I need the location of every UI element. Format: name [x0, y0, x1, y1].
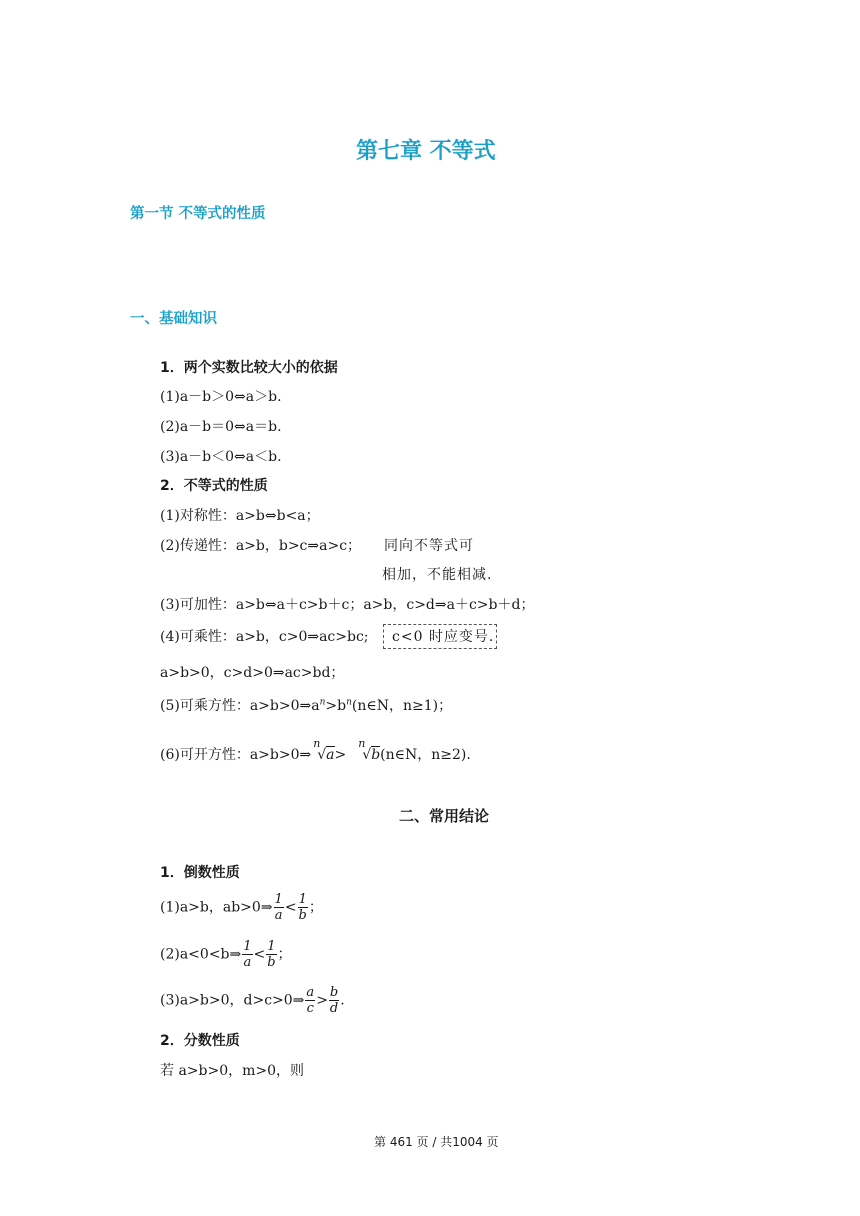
- numerator: b: [329, 985, 339, 1000]
- reciprocal-item-2: [160, 940, 292, 969]
- property-power: [160, 695, 452, 715]
- reciprocal-item-2-prefix: (2)a<0<b⇒: [160, 946, 242, 963]
- fraction-property-heading: 2．分数性质: [160, 1033, 240, 1049]
- denominator: a: [274, 908, 283, 923]
- radical-2: [358, 737, 381, 763]
- radical-sign-icon: √: [362, 747, 372, 763]
- note-transitivity-line1: 同向不等式可: [384, 538, 474, 554]
- fraction: [266, 940, 276, 969]
- power-suffix: (n∈N，n≥1)；: [351, 698, 453, 714]
- root-suffix: (n∈N，n≥2).: [380, 747, 471, 763]
- chapter-title: 第七章 不等式: [356, 139, 496, 164]
- property-symmetry: (1)对称性：a>b⇔b<a；: [160, 508, 320, 524]
- part1-heading: 一、基础知识: [130, 311, 217, 327]
- root-index-1: n: [313, 737, 321, 750]
- denominator: a: [243, 955, 252, 970]
- fraction: [242, 940, 252, 969]
- radical-1: [313, 737, 335, 763]
- radical-sign-icon: √: [317, 747, 327, 763]
- part2-heading: 二、常用结论: [399, 807, 490, 825]
- denominator: b: [267, 955, 276, 970]
- fraction-property-text: 若 a>b>0，m>0，则: [160, 1063, 305, 1079]
- power-exponent-1: n: [319, 697, 326, 708]
- relation: >: [316, 992, 328, 1009]
- power-prefix: (5)可乘方性：a>b>0⇒a: [160, 698, 320, 714]
- property-additivity: (3)可加性：a>b⇔a＋c>b＋c；a>b，c>d⇒a＋c>b＋d；: [160, 597, 535, 613]
- sub2-heading: 2．不等式的性质: [160, 478, 268, 494]
- reciprocal-item-1-prefix: (1)a>b，ab>0⇒: [160, 899, 273, 916]
- reciprocal-item-1: [160, 893, 323, 922]
- power-mid: >b: [325, 698, 347, 714]
- suffix: ；: [277, 946, 292, 963]
- radicand-1: a: [326, 747, 335, 763]
- fraction: [274, 893, 284, 922]
- power-exponent-2: n: [346, 697, 352, 708]
- root-mid: >: [334, 747, 347, 763]
- suffix: .: [340, 992, 345, 1009]
- sub1-heading: 1．两个实数比较大小的依据: [160, 360, 338, 376]
- reciprocal-heading: 1．倒数性质: [160, 865, 240, 881]
- root-prefix: (6)可开方性：a>b>0⇒: [160, 747, 312, 763]
- fraction: [329, 986, 339, 1015]
- root-index-2: n: [358, 737, 366, 750]
- property-transitivity: (2)传递性：a>b，b>c⇒a>c；: [160, 538, 362, 554]
- numerator: 1: [267, 939, 276, 954]
- note-multiplicativity: c<0 时应变号.: [383, 624, 497, 649]
- page-footer: 第 461 页 / 共1004 页: [374, 1135, 499, 1149]
- numerator: 1: [298, 892, 307, 907]
- compare-item-3: (3)a－b＜0⇔a＜b.: [160, 449, 282, 465]
- numerator: a: [306, 985, 315, 1000]
- suffix: ；: [308, 899, 323, 916]
- relation: <: [284, 899, 297, 916]
- section-title: 第一节 不等式的性质: [130, 206, 266, 222]
- relation: <: [253, 946, 266, 963]
- compare-item-2: (2)a－b＝0⇔a＝b.: [160, 419, 282, 435]
- property-multiplicativity-2: a>b>0，c>d>0⇒ac>bd；: [160, 665, 345, 681]
- fraction: [305, 986, 315, 1015]
- note-transitivity-line2: 相加，不能相减.: [382, 567, 493, 583]
- compare-item-1: (1)a－b＞0⇔a＞b.: [160, 389, 282, 405]
- denominator: c: [306, 1001, 314, 1016]
- property-multiplicativity: (4)可乘性：a>b，c>0⇒ac>bc;: [160, 629, 369, 645]
- reciprocal-item-3: [160, 986, 345, 1015]
- radicand-2: b: [371, 747, 381, 763]
- numerator: 1: [274, 892, 283, 907]
- property-root: [160, 737, 471, 764]
- denominator: b: [298, 908, 307, 923]
- denominator: d: [329, 1001, 339, 1016]
- fraction: [298, 893, 308, 922]
- numerator: 1: [243, 939, 252, 954]
- reciprocal-item-3-prefix: (3)a>b>0，d>c>0⇒: [160, 992, 305, 1009]
